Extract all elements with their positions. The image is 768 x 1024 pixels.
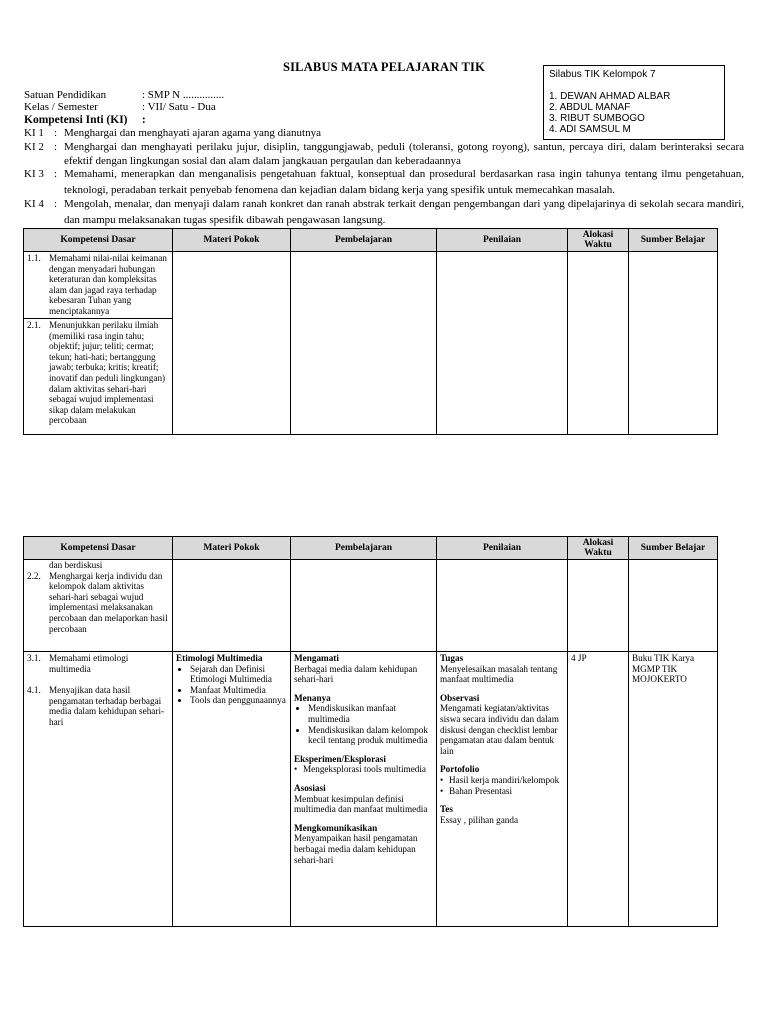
- text: KI 1: [24, 127, 44, 139]
- document-title: SILABUS MATA PELAJARAN TIK: [282, 60, 486, 74]
- table-cell: [24, 252, 173, 319]
- text: Mengeksplorasi tools multimedia: [303, 764, 426, 775]
- text: Tugas: [440, 653, 464, 663]
- table-cell: [568, 252, 629, 435]
- table-cell: [629, 252, 718, 435]
- text: Hasil kerja mandiri/kelompok: [449, 774, 560, 785]
- ki-item: [24, 127, 744, 141]
- meta-satuan: [24, 89, 224, 101]
- text: 2.1.: [27, 320, 41, 330]
- group-member: 1. DEWAN AHMAD ALBAR: [549, 91, 671, 102]
- text: •: [294, 764, 298, 775]
- col-materi-pokok: Materi Pokok: [173, 229, 291, 252]
- text: 3.1.: [27, 653, 41, 663]
- text: Menghargai dan menghayati perilaku jujur, disiplin, tanggungjawab, peduli (toleransi, gotong royong), santun, percaya diri, dalam berinteraksi secara efektif dengan lingkungan sosial dan alam dalam jangkauan pergaulan dan keberadaannya: [64, 141, 744, 167]
- text: Bahan Presentasi: [449, 785, 513, 796]
- table-cell: [437, 252, 568, 435]
- text: KI 2: [24, 141, 44, 153]
- text: • Manfaat Multimedia: [190, 685, 287, 696]
- text: Tes: [440, 804, 453, 815]
- text: Memahami, menerapkan dan menganalisis pengetahuan faktual, konseptual dan prosedural berdasarkan rasa ingin tahunya tentang ilmu pengetahuan, teknologi, peradaban terkait penyebab fenomena dan kejadian dalam bidang kerja yang spesifik untuk memecahkan masalah.: [64, 168, 744, 196]
- column-header: Sumber Belajar: [629, 537, 718, 560]
- text: Portofolio: [440, 764, 480, 775]
- text: KI 3: [24, 168, 44, 180]
- ki-item: [24, 141, 744, 169]
- column-header: Pembelajaran: [291, 537, 437, 560]
- table-cell: [173, 652, 291, 927]
- text: Menanya: [294, 692, 331, 703]
- table-cell: [291, 560, 437, 652]
- table-cell: [437, 560, 568, 652]
- ki-item: [24, 167, 744, 195]
- ki-item: [24, 197, 744, 225]
- table-cell: [173, 252, 291, 435]
- ki-heading: Kompetensi Inti (KI) :: [24, 114, 146, 126]
- group-member: 2. ABDUL MANAF: [549, 102, 631, 113]
- col-pembelajaran: Pembelajaran: [291, 229, 437, 252]
- text: 4.1.: [27, 685, 41, 696]
- text: • Tools dan penggunaannya: [190, 695, 287, 706]
- text: • Mendiskusikan dalam kelompok kecil tentang produk multimedia: [308, 725, 433, 746]
- col-penilaian: Penilaian: [437, 229, 568, 252]
- table-cell: [291, 252, 437, 435]
- table-row: [24, 252, 718, 319]
- table-cell: [24, 319, 173, 435]
- text: :: [54, 127, 58, 139]
- meta-kelas: [24, 101, 216, 113]
- text: :: [54, 168, 58, 180]
- text: :: [54, 198, 58, 210]
- text: Menghargai kerja individu dan kelompok dalam aktivitas sehari-hari sebagai wujud implementasi melaksanakan percobaan dan melaporkan hasil percobaan: [49, 570, 168, 634]
- table-row: [24, 560, 718, 652]
- table-cell: Tugas Menyelesaikan masalah tentang manfaat multimedia Observasi Mengamati kegiatan/aktivitas siswa secara individu dan dalam diskusi dengan checklist lembar pengamatan atau dalam bentuk lain Portofolio • Hasil kerja mandiri/kelompok • Bahan Presentasi Tes Essay , pilihan ganda: [437, 652, 568, 927]
- text: •: [440, 785, 444, 796]
- table-row: [24, 652, 718, 927]
- text: Memahami etimologi multimedia: [49, 653, 129, 674]
- syllabus-table-1: [23, 228, 718, 435]
- table-header: [24, 537, 718, 560]
- text: Observasi: [440, 692, 480, 703]
- table-cell: [629, 560, 718, 652]
- text: Kelas / Semester: [24, 101, 98, 113]
- table-cell: [173, 560, 291, 652]
- col-alokasi-waktu: Alokasi Waktu: [568, 229, 629, 252]
- col-sumber-belajar: Sumber Belajar: [629, 229, 718, 252]
- text: Eksperimen/Eksplorasi: [294, 753, 386, 764]
- text: • Sejarah dan Definisi Etimologi Multimedia: [190, 664, 287, 685]
- text: •: [440, 774, 444, 785]
- text: Menunjukkan perilaku ilmiah (memiliki rasa ingin tahu; objektif; jujur; teliti; cermat; tekun; hati-hati; bertanggung jawab; terbuka; kritis; kreatif; inovatif dan peduli lingkungan) dalam aktivitas sehari-hari sebagai wujud implementasi sikap dalam melakukan percobaan: [49, 320, 166, 426]
- text: :: [54, 141, 58, 153]
- text: 2.2.: [27, 570, 41, 581]
- group-title: Silabus TIK Kelompok 7: [549, 69, 656, 80]
- group-member: 4. ADI SAMSUL M: [549, 124, 631, 135]
- table-cell: dan berdiskusi 2.2. Menghargai kerja individu dan kelompok dalam aktivitas sehari-hari sebagai wujud implementasi melaksanakan percobaan dan melaporkan hasil percobaan: [24, 560, 173, 652]
- text: : VII/ Satu - Dua: [142, 101, 216, 113]
- column-header: Penilaian: [437, 537, 568, 560]
- text: KI 4: [24, 198, 44, 210]
- text: Etimologi Multimedia: [176, 653, 263, 663]
- column-header: Alokasi Waktu: [568, 537, 629, 560]
- text: : SMP N ...............: [142, 89, 225, 101]
- text: Mengkomunikasikan: [294, 822, 378, 833]
- column-header: Kompetensi Dasar: [24, 537, 173, 560]
- col-kompetensi-dasar: Kompetensi Dasar: [24, 229, 173, 252]
- table-cell: [24, 652, 173, 927]
- text: Mengamati: [294, 653, 339, 663]
- table-cell: Mengamati Berbagai media dalam kehidupan sehari-hari Menanya • Mendiskusikan manfaat multimedia • Mendiskusikan dalam kelompok kecil tentang produk multimedia Eksperimen/Eksplorasi • Mengeksplorasi tools multimedia Asosiasi Membuat kesimpulan definisi multimedia dan manfaat multimedia Mengkomunikasikan Menyampaikan hasil pengamatan berbagai media dalam kehidupan sehari-hari: [291, 652, 437, 927]
- text: Mengolah, menalar, dan menyaji dalam ranah konkret dan ranah abstrak terkait dengan pengembangan dari yang dipelajarinya di sekolah secara mandiri, dan mampu melaksanakan tugas spesifik dibawah pengawasan langsung.: [64, 198, 744, 226]
- text: • Mendiskusikan manfaat multimedia: [308, 703, 433, 724]
- text: Asosiasi: [294, 782, 326, 793]
- syllabus-table-2: [23, 536, 718, 927]
- sumber-belajar-value: Buku TIK Karya MGMP TIK MOJOKERTO: [629, 652, 718, 927]
- column-header: Materi Pokok: [173, 537, 291, 560]
- table-header: [24, 229, 718, 252]
- text: Menyajikan data hasil pengamatan terhadap berbagai media dalam kehidupan sehari-hari: [49, 685, 165, 727]
- alokasi-waktu-value: 4 JP: [568, 652, 629, 927]
- text: Memahami nilai-nilai keimanan dengan menyadari hubungan keteraturan dan kompleksitas alam dan jagad raya terhadap kebesaran Tuhan yang menciptakannya: [49, 253, 167, 316]
- text: Menghargai dan menghayati ajaran agama yang dianutnya: [64, 127, 321, 139]
- group-member: 3. RIBUT SUMBOGO: [549, 113, 645, 124]
- text: 1.1.: [27, 253, 41, 263]
- table-cell: [568, 560, 629, 652]
- text: Satuan Pendidikan: [24, 89, 107, 101]
